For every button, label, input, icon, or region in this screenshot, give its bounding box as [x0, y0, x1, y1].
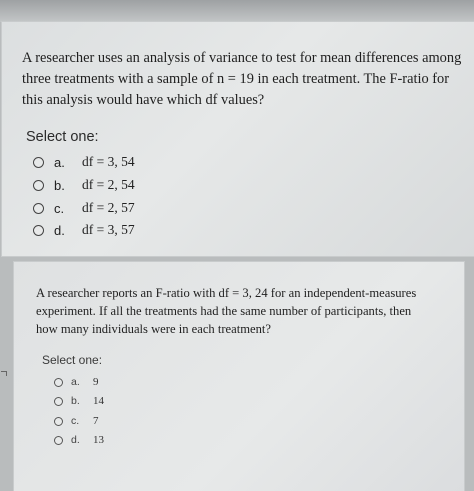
radio-button-icon[interactable]	[54, 378, 63, 387]
question-card-1	[2, 22, 474, 256]
option-text: df = 2, 54	[82, 177, 135, 192]
question-1-option-c[interactable]	[33, 200, 135, 216]
option-letter: b.	[54, 177, 65, 193]
option-letter: a.	[54, 154, 65, 170]
question-2-option-d[interactable]	[54, 434, 104, 446]
radio-button-icon[interactable]	[54, 436, 63, 445]
option-letter: d.	[71, 434, 80, 446]
option-letter: d.	[54, 222, 65, 238]
radio-button-icon[interactable]	[54, 417, 63, 426]
chevron-right-icon	[1, 371, 7, 376]
question-1-select-label: Select one:	[26, 129, 99, 145]
window-top-bar	[0, 0, 474, 22]
question-2-select-label: Select one:	[42, 353, 103, 367]
question-1-text: A researcher uses an analysis of variance to test for mean differences among three treatments with a sample of n = 19 in each treatment. The F-ratio for this analysis would have which df values?	[22, 50, 462, 108]
option-text: 9	[93, 376, 99, 388]
question-2-option-b[interactable]	[54, 395, 104, 407]
question-2-text: A researcher reports an F-ratio with df = 3, 24 for an independent-measures experiment. If all the treatments had the same number of participants, then how many individuals were in each treatment?	[36, 286, 417, 336]
radio-button-icon[interactable]	[33, 203, 44, 214]
radio-button-icon[interactable]	[54, 397, 63, 406]
option-text: 14	[93, 395, 104, 407]
option-letter: b.	[71, 395, 80, 407]
option-letter: c.	[71, 415, 80, 427]
radio-button-icon[interactable]	[33, 225, 44, 236]
question-2-option-a[interactable]	[54, 376, 99, 388]
option-text: 13	[93, 434, 104, 446]
question-1-option-a[interactable]	[33, 154, 135, 170]
option-letter: c.	[54, 200, 65, 216]
option-text: df = 3, 54	[82, 154, 135, 169]
option-letter: a.	[71, 376, 80, 388]
question-2-option-c[interactable]	[54, 415, 99, 427]
option-text: df = 2, 57	[82, 200, 135, 215]
question-1-option-b[interactable]	[33, 177, 135, 193]
option-text: df = 3, 57	[82, 222, 135, 237]
radio-button-icon[interactable]	[33, 180, 44, 191]
question-1-option-d[interactable]	[33, 222, 135, 238]
question-card-2	[14, 262, 464, 491]
radio-button-icon[interactable]	[33, 157, 44, 168]
option-text: 7	[93, 415, 99, 427]
